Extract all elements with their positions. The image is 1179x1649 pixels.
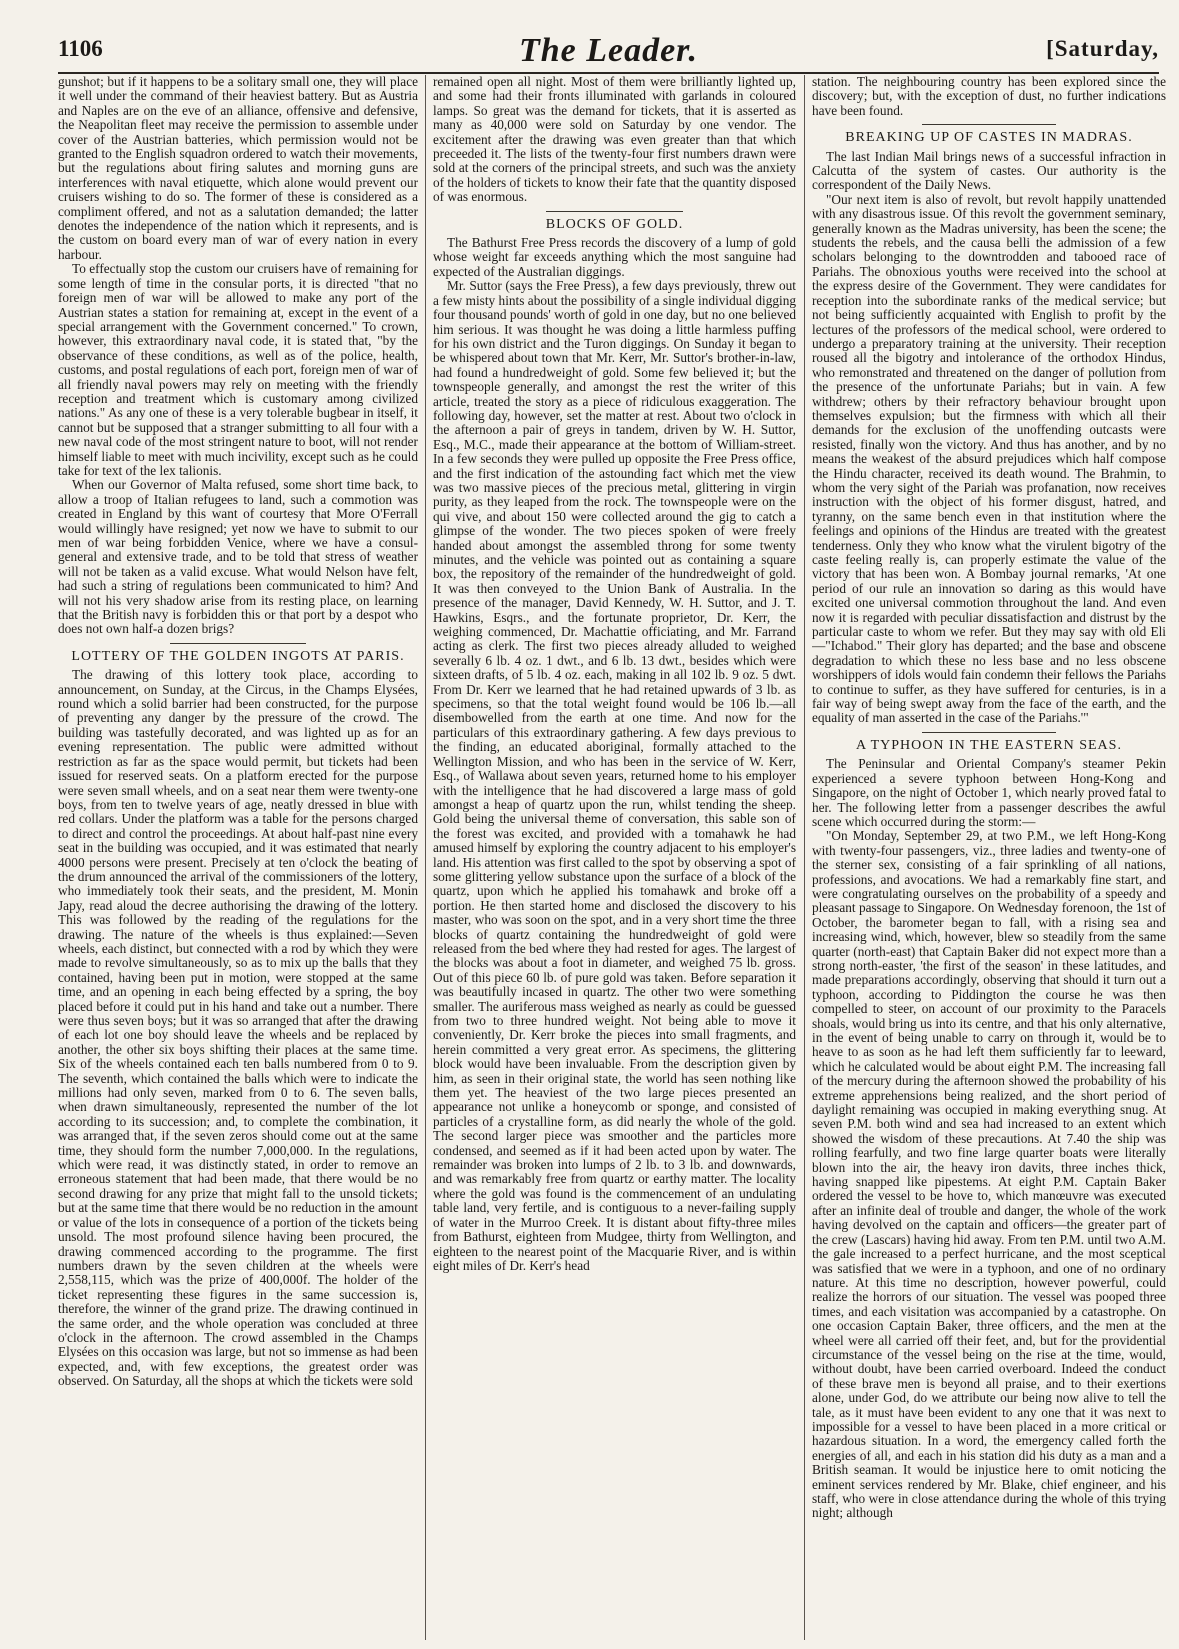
- section-heading: BLOCKS OF GOLD.: [545, 216, 684, 232]
- page-number: 1106: [58, 36, 103, 61]
- column-divider: [804, 75, 805, 1640]
- masthead: [58, 32, 1159, 70]
- article-paragraph: The drawing of this lottery took place, according to announcement, on Sunday, at the Circus, in the Champs Elysées, round which a solid barrier had been constructed, for the purpose of preventing any danger by the pressure of the crowd. The building was tastefully decorated, and was lighted up as for an evening representation. The public were admitted without restriction as far as the space would permit, but tickets had been issued for reserved seats. On a platform erected for the purpose were seven small wheels, and on a seat near them were twenty-one boys, from ten to twelve years of age, neatly dressed in blue with red collars. Under the platform was a table for the persons charged to direct and control the proceedings. At about half-past nine every seat in the building was occupied, and it was estimated that nearly 4000 persons were present. Precisely at ten o'clock the beating of the drum announced the arrival of the commissioners of the lottery, who immediately took their seats, and the president, M. Monin Japy, read aloud the decree authorising the drawing of the lottery. This was followed by the reading of the regulations for the drawing. The nature of the wheels is thus explained:—Seven wheels, each distinct, but connected with a rod by which they were made to revolve simultaneously, so as to mix up the balls that they contained, having been put in motion, were stopped at the same time, and an opening in each being effected by a spring, the boy placed before it could put in his hand and take out a number. There were thus seven boys; but it was so arranged that after the drawing of each lot one boy should leave the wheels and be replaced by another, the other six boys shifting their places at the same time. Six of the wheels contained each ten balls numbered from 0 to 9. The seventh, which contained the balls which were to indicate the millions had only seven, marked from 0 to 6. The seven balls, when drawn simultaneously, represented the number of the lot according to its succession; and, to complete the combination, it was arranged that, if the seven zeros should come out at the same time, they should form the number 7,000,000. In the regulations, which were read, it was distinctly stated, in order to remove an erroneous statement that had been made, that there would be no second drawing for any prize that might fall to the unsold tickets; but at the same time that there would be no reduction in the amount or value of the lots in consequence of a portion of the tickets being unsold. The most profound silence having been procured, the drawing commenced according to the programme. The first numbers drawn by the seven children at the wheels were 2,558,115, which was the prize of 400,000f. The holder of the ticket representing these figures in the same succession is, therefore, the winner of the grand prize. The drawing continued in the same order, and the whole operation was concluded at three o'clock in the afternoon. The crowd assembled in the Champs Elysées on this occasion was large, but not so immense as had been expected, and, with few exceptions, the greatest order was observed. On Saturday, all the shops at which the tickets were sold: [58, 667, 418, 1389]
- column-divider: [425, 75, 426, 1640]
- section-heading: A TYPHOON IN THE EASTERN SEAS.: [856, 737, 1122, 753]
- article-paragraph: When our Governor of Malta refused, some short time back, to allow a troop of Italian refugees to land, such a commotion was created in England by this want of courtesy that More O'Ferrall would willingly have resigned; yet now we have to submit to our men of war being forbidden Venice, where we have a consul-general and extensive trade, and to be told that stress of weather will not be taken as a valid excuse. What would Nelson have felt, had such a string of regulations been communicated to him? And will not his very shadow arise from its resting place, on learning that the British navy is forbidden this or that port by a despot who does not own half-a dozen brigs?: [58, 477, 418, 637]
- section-heading: LOTTERY OF THE GOLDEN INGOTS AT PARIS.: [71, 648, 405, 664]
- column-3: [812, 75, 1166, 1640]
- article-paragraph: Mr. Suttor (says the Free Press), a few days previously, threw out a few misty hints about the possibility of a single individual digging four thousand pounds' worth of gold in one day, but no one believed him serious. It was thought he was doing a little harmless puffing for his own district and the Turon diggings. On Sunday it began to be whispered about town that Mr. Kerr, Mr. Suttor's brother-in-law, had found a hundredweight of gold. Some few believed it; but the townspeople generally, and amongst the rest the writer of this article, treated the story as a piece of ridiculous exaggeration. The following day, however, set the matter at rest. About two o'clock in the afternoon a pair of greys in tandem, driven by W. H. Suttor, Esq., M.C., made their appearance at the bottom of William-street. In a few seconds they were pulled up opposite the Free Press office, and the first indication of the astounding fact which met the view was two massive pieces of the precious metal, glittering in virgin purity, as they leaped from the rock. The townspeople were on the qui vive, and about 150 were collected around the gig to catch a glimpse of the wonder. The two pieces spoken of were freely handed about amongst the assembled throng for some twenty minutes, and the vehicle was pointed out as containing a square box, the repository of the remainder of the hundredweight of gold. It was then conveyed to the Union Bank of Australia. In the presence of the manager, David Kennedy, W. H. Suttor, and J. T. Hawkins, Esqrs., and the fortunate proprietor, Dr. Kerr, the weighing commenced, Dr. Machattie officiating, and Mr. Farrand acting as clerk. The first two pieces already alluded to weighed severally 6 lb. 4 oz. 1 dwt., and 6 lb. 13 dwt., besides which were sixteen drafts, of 5 lb. 4 oz. each, making in all 102 lb. 9 oz. 5 dwt. From Dr. Kerr we learned that he had retained upwards of 3 lb. as specimens, so that the total weight found would be 106 lb.—all disembowelled from the earth at one time. And now for the particulars of this extraordinary gathering. A few days previous to the finding, an educated aboriginal, formally attached to the Wellington Mission, and who has been in the service of W. Kerr, Esq., of Wallawa about seven years, returned home to his employer with the intelligence that he had discovered a large mass of gold amongst a heap of quartz upon the run, whilst tending the sheep. Gold being the universal theme of conversation, this sable son of the forest was excited, and provided with a tomahawk he had amused himself by exploring the country adjacent to his employer's land. His attention was first called to the spot by observing a spot of some glittering yellow substance upon the surface of a block of the quartz, upon which he applied his tomahawk and broke off a portion. He then started home and disclosed the discovery to his master, who was soon on the spot, and in a very short time the three blocks of quartz containing the hundredweight of gold were released from the bed where they had rested for ages. The largest of the blocks was about a foot in diameter, and weighed 75 lb. gross. Out of this piece 60 lb. of pure gold was taken. Before separation it was beautifully incased in quartz. The other two were something smaller. The auriferous mass weighed as nearly as could be guessed from two to three hundred weight. Not being able to move it conveniently, Dr. Kerr broke the pieces into small fragments, and herein committed a very great error. As specimens, the glittering block would have been invaluable. From the description given by him, as seen in their original state, the world has seen nothing like them yet. The heaviest of the two large pieces presented an appearance not unlike a honeycomb or sponge, and consisted of particles of a crystalline form, as did nearly the whole of the gold. The second larger piece was smoother and the particles more condensed, and seemed as if it had been acted upon by water. The remainder was broken into lumps of 2 lb. to 3 lb. and downwards, and was remarkably free from quartz or earthy matter. The locality where the gold was found is the commencement of an undulating table land, very fertile, and is contiguous to a never-failing supply of water in the Murroo Creek. It is distant about fifty-three miles from Bathurst, eighteen from Mudgee, thirty from Wellington, and eighteen to the nearest point of the Macquarie River, and is within eight miles of Dr. Kerr's head: [433, 278, 796, 1273]
- column-1: [58, 75, 418, 1640]
- section-rule: [922, 124, 1057, 125]
- article-paragraph: station. The neighbouring country has been explored since the discovery; but, with the exception of dust, no further indications have been found.: [812, 75, 1166, 118]
- section-rule: [922, 732, 1057, 733]
- paper-title: The Leader.: [518, 32, 699, 69]
- section-rule: [170, 643, 307, 644]
- article-paragraph: The Peninsular and Oriental Company's steamer Pekin experienced a severe typhoon between Hong-Kong and Singapore, on the night of October 1, which nearly proved fatal to her. The following letter from a passenger describes the awful scene which occurred during the storm:—: [812, 756, 1166, 829]
- article-paragraph: gunshot; but if it happens to be a solitary small one, they will place it well under the command of their heaviest battery. But as Austria and Naples are on the eve of an alliance, offensive and defensive, the Neapolitan fleet may receive the permission to assemble under cover of the Austrian batteries, which permission would not be granted to the English squadron ordered to watch their movements, but the regulations about firing salutes and morning guns are interferences with naval etiquette, which alone would prevent our cruisers wishing to do so. The former of these is considered as a compliment offered, and not as a salutation demanded; the latter denotes the independence of the nation which it represents, and is the custom on board every man of war of every nation in every harbour.: [58, 75, 418, 262]
- article-paragraph: To effectually stop the custom our cruisers have of remaining for some length of time in the consular ports, it is directed "that no foreign men of war will be allowed to make any port of the Austrian states a station for remaining at, except in the event of a special arrangement with the Government concerned." To crown, however, this extraordinary naval code, it is stated that, "by the observance of these conditions, as well as of the police, health, customs, and postal regulations of each port, foreign men of war of all friendly naval powers may rely on meeting with the friendly reception and treatment which is customary among civilized nations." As any one of these is a very tolerable bugbear in itself, it cannot but be supposed that a stranger submitting to all four with a new naval code of the most stringent nature to boot, will not render himself liable to meet with much incivility, except such as he could take for text of the lex talionis.: [58, 261, 418, 478]
- article-paragraph: The last Indian Mail brings news of a successful infraction in Calcutta of the system of castes. Our authority is the correspondent of the Daily News.: [812, 148, 1166, 193]
- article-paragraph: "On Monday, September 29, at two P.M., we left Hong-Kong with twenty-four passengers, viz., three ladies and twenty-one of the sterner sex, consisting of a fair sprinkling of all nations, professions, and avocations. We had a remarkably fine start, and were congratulating ourselves on the probability of a speedy and pleasant passage to Singapore. On Wednesday forenoon, the 1st of October, the barometer began to fall, with a rising sea and increasing wind, which, however, blew so steadily from the same quarter (north-east) that Captain Baker did not expect more than a strong north-easter, 'the first of the season' in these latitudes, and made preparations accordingly, observing that should it turn out a typhoon, according to Piddington the course he was then compelled to steer, on account of our proximity to the Paracels shoals, would bring us into its centre, and that his only alternative, in the event of being unable to carry on through it, would be to heave to as soon as he had left them sufficiently far to leeward, which he calculated would be about eight P.M. The increasing fall of the mercury during the afternoon showed the probability of his extreme apprehensions being realized, and the short period of daylight remaining was occupied in making everything snug. At seven P.M. both wind and sea had increased to an extent which showed the wisdom of these precautions. At 7.40 the ship was rolling fearfully, and two fine large quarter boats were literally blown into the air, the heavy iron davits, three inches thick, having snapped like pipestems. At eight P.M. Captain Baker ordered the vessel to be hove to, which manœuvre was executed after an infinite deal of trouble and danger, the whole of the work having devolved on the captain and officers—the greater part of the crew (Lascars) having hid away. From ten P.M. until two A.M. the gale increased to a perfect hurricane, and the most sceptical was satisfied that we were in a typhoon, and one of no ordinary nature. At this time no description, however powerful, could realize the horrors of our situation. The vessel was pooped three times, and each visitation was accompanied by a catastrophe. On one occasion Captain Baker, three officers, and the men at the wheel were all carried off their feet, and, but for the providential circumstance of the vessel being on the rise at the time, would, without doubt, have been carried overboard. Indeed the conduct of these brave men is beyond all praise, and to their exertions alone, under God, do we attribute our being now alive to tell the tale, as it must have been evident to any one that it was next to impossible for a vessel to have been placed in a more critical or hazardous situation. In a word, the emergency called forth the energies of all, and each in his station did his duty as a man and a British seaman. It would be injustice here to omit noticing the eminent services rendered by Mr. Blake, chief engineer, and his staff, who were in close attendance during the whole of this trying night; although: [812, 828, 1166, 1521]
- section-heading: BREAKING UP OF CASTES IN MADRAS.: [845, 130, 1133, 146]
- article-paragraph: The Bathurst Free Press records the discovery of a lump of gold whose weight far exceeds anything which the most sanguine had expected of the Australian diggings.: [433, 235, 796, 279]
- issue-day: [Saturday,: [1046, 36, 1159, 61]
- article-paragraph: "Our next item is also of revolt, but revolt happily unattended with any disastrous issue. Of this revolt the government seminary, generally known as the Madras university, has been the scene; the students the rebels, and the causa belli the admission of a few scholars belonging to the downtrodden and tabooed race of Pariahs. The obnoxious youths were received into the school at the express desire of the Government. They were candidates for reception into the subordinate ranks of the medical service; but not being sufficiently acquainted with English to profit by the lectures of the professors of the medical school, were ordered to undergo a preparatory training at the university. Their reception roused all the bigotry and intolerance of the orthodox Hindus, who remonstrated and threatened on the danger of pollution from the presence of the unfortunate Pariahs; but in vain. A few withdrew; others by their refractory behaviour brought upon themselves expulsion; but the firmness with which all their demands for the exclusion of the unoffending outcasts were resisted, finally won the victory. And thus has another, and by no means the weakest of the absurd prejudices which half compose the Hindu character, received its death wound. The Brahmin, to whom the very sight of the Pariah was profanation, now receives instruction with the object of his former disgust, hatred, and tyranny, on the same bench even in that institution where the feelings and opinions of the Hindus are treated with the greatest tenderness. Only they who know what the virulent bigotry of the caste feeling really is, can properly estimate the value of the victory that has been won. A Bombay journal remarks, 'At one period of our rule an innovation so daring as this would have excited one universal commotion throughout the land. And even now it is regarded with peculiar dissatisfaction and distrust by the particular caste to whom we refer. But they may say with old Eli—"Ichabod." Their glory has departed; and the base and obscene degradation to which these no less base and no less obscene worshippers of idols would fain condemn their fellows the Pariahs to continue to suffer, as they have suffered for centuries, is in a fair way of being swept away from the face of the earth, and the equality of man asserted in the case of the Pariahs.'": [812, 191, 1166, 726]
- masthead-rule: [58, 72, 1159, 74]
- column-2: [433, 75, 796, 1640]
- article-paragraph: remained open all night. Most of them were brilliantly lighted up, and some had their fronts illuminated with garlands in coloured lamps. So great was the demand for tickets, that it is asserted as many as 40,000 were sold on Saturday by one vendor. The excitement after the drawing was even greater than that which preceeded it. The lists of the twenty-four first numbers drawn were sold at the corners of the principal streets, and such was the anxiety of the holders of tickets to know their fate that the quantity disposed of was enormous.: [433, 75, 796, 205]
- section-rule: [546, 211, 684, 212]
